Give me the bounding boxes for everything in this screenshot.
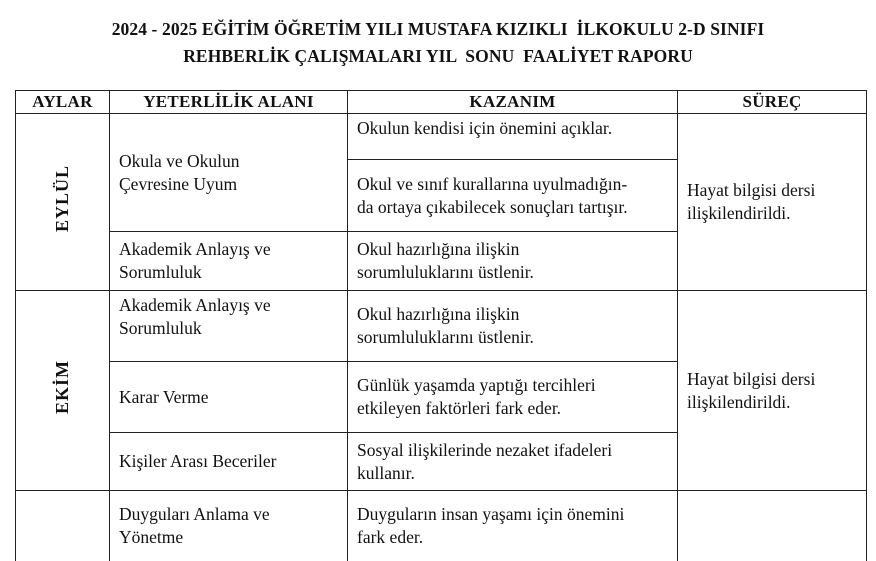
process-cell: [678, 491, 867, 561]
competency-cell: [110, 362, 348, 433]
process-line: ilişkilendirildi.: [687, 391, 791, 412]
outcome-line: Okul hazırlığına ilişkin: [357, 304, 520, 324]
competency-line: Karar Verme: [119, 386, 209, 407]
competency-line: Akademik Anlayış ve: [119, 295, 271, 315]
competency-line: Sorumluluk: [119, 262, 202, 282]
process-cell: [678, 114, 867, 291]
competency-line: Çevresine Uyum: [119, 173, 238, 194]
competency-cell: [110, 433, 348, 491]
competency-line: Kişiler Arası Beceriler: [119, 451, 277, 471]
process-line: Hayat bilgisi dersi: [687, 368, 816, 389]
column-header-kazanim: KAZANIM: [348, 91, 678, 114]
month-label: EKİM: [52, 360, 72, 415]
competency-line: Akademik Anlayış ve: [119, 239, 271, 259]
column-header-yeterlilik: YETERLİLİK ALANI: [110, 91, 348, 114]
outcome-line: sorumluluklarını üstlenir.: [357, 262, 534, 282]
outcome-line: kullanır.: [357, 462, 415, 483]
month-cell: [16, 491, 110, 561]
outcome-line: fark eder.: [357, 526, 424, 547]
competency-cell: [110, 232, 348, 291]
outcome-cell: [348, 362, 678, 433]
outcome-cell: [348, 433, 678, 491]
column-header-aylar: AYLAR: [16, 91, 110, 114]
month-cell: [16, 291, 110, 491]
report-title-line-2: REHBERLİK ÇALIŞMALARI YIL SONU FAALİYET RAPORU: [183, 46, 693, 66]
month-cell: [16, 114, 110, 291]
outcome-line: Günlük yaşamda yaptığı tercihleri: [357, 375, 596, 395]
outcome-line: Duyguların insan yaşamı için önemini: [357, 503, 625, 524]
table-row: [16, 491, 867, 561]
process-cell: [678, 291, 867, 491]
process-line: ilişkilendirildi.: [687, 203, 791, 223]
outcome-cell: [348, 491, 678, 561]
outcome-line: sorumluluklarını üstlenir.: [357, 327, 534, 347]
competency-cell: [110, 291, 348, 362]
outcome-cell: [348, 232, 678, 291]
table-header-row: [16, 91, 867, 114]
column-header-surec: SÜREÇ: [678, 91, 867, 114]
outcome-line: Okul ve sınıf kurallarına uyulmadığın-: [357, 173, 628, 194]
process-line: Hayat bilgisi dersi: [687, 180, 816, 200]
outcome-line: etkileyen faktörleri fark eder.: [357, 398, 562, 418]
report-title-line-1: 2024 - 2025 EĞİTİM ÖĞRETİM YILI MUSTAFA KIZIKLI İLKOKULU 2-D SINIFI: [111, 19, 765, 39]
table-row: [16, 114, 867, 160]
outcome-line: da ortaya çıkabilecek sonuçları tartışır.: [357, 196, 628, 217]
competency-cell: [110, 491, 348, 561]
month-label: EYLÜL: [52, 165, 72, 233]
competency-line: Sorumluluk: [119, 318, 202, 338]
outcome-cell: [348, 291, 678, 362]
competency-cell: [110, 114, 348, 232]
outcome-line: Okul hazırlığına ilişkin: [357, 239, 520, 259]
competency-line: Duyguları Anlama ve: [119, 503, 270, 524]
guidance-report-table: [15, 90, 867, 561]
competency-line: Okula ve Okulun: [119, 150, 240, 171]
outcome-line: Okulun kendisi için önemini açıklar.: [357, 118, 613, 138]
competency-line: Yönetme: [119, 526, 184, 547]
outcome-cell: [348, 114, 678, 160]
table-row: [16, 291, 867, 362]
outcome-line: Sosyal ilişkilerinde nezaket ifadeleri: [357, 439, 613, 460]
outcome-cell: [348, 160, 678, 232]
